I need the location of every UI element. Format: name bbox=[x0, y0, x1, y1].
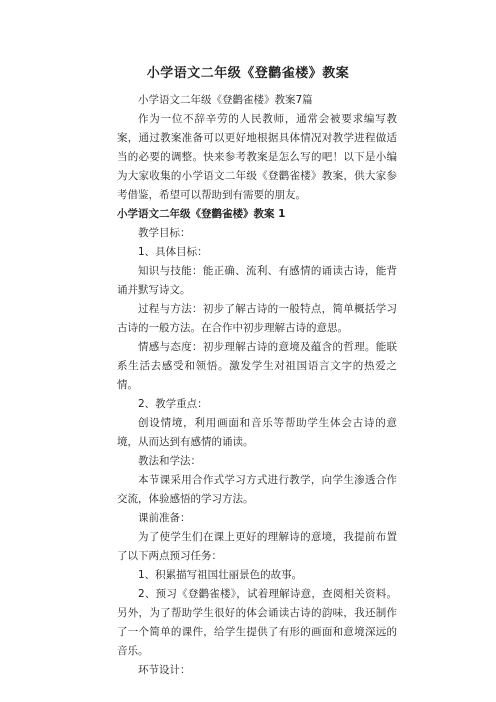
body-paragraph: 小学语文二年级《登鹳雀楼》教案7篇 bbox=[138, 94, 313, 106]
body-paragraph: 本节课采用合作式学习方式进行教学，向学生渗透合作交流，体验感悟的学习方法。 bbox=[117, 474, 397, 505]
document-body bbox=[117, 91, 397, 680]
body-paragraph: 作为一位不辞辛劳的人民教师，通常会被要求编写教案，通过教案准备可以更好地根据具体情况对教学进程做适当的必要的调整。快来参考教案是怎么写的吧！以下是小编为大家收集的小学语文二年级《登鹳雀楼》教案，供大家参考借鉴，希望可以帮助到有需要的朋友。 bbox=[117, 113, 397, 201]
body-paragraph: 1、积累描写祖国壮丽景色的故事。 bbox=[138, 569, 303, 581]
body-paragraph: 1、具体目标： bbox=[138, 246, 208, 258]
body-paragraph: 2、预习《登鹳雀楼》，试着理解诗意，查阅相关资料。另外，为了帮助学生很好的体会诵读古诗的韵味，我还制作了一个简单的课件，给学生提供了有形的画面和意境深远的音乐。 bbox=[117, 588, 397, 657]
document-title: 小学语文二年级《登鹳雀楼》教案 bbox=[146, 66, 350, 81]
body-paragraph: 课前准备： bbox=[138, 512, 191, 524]
body-paragraph: 创设情境，利用画面和音乐等帮助学生体会古诗的意境，从而达到有感情的诵读。 bbox=[117, 417, 397, 448]
body-paragraph: 过程与方法：初步了解古诗的一般特点，简单概括学习古诗的一般方法。在合作中初步理解古诗的意思。 bbox=[117, 303, 397, 334]
body-paragraph: 知识与技能：能正确、流利、有感情的诵读古诗，能背诵并默写诗文。 bbox=[117, 265, 397, 296]
body-paragraph: 教法和学法： bbox=[138, 455, 201, 467]
body-paragraph: 2、教学重点： bbox=[138, 398, 208, 410]
body-paragraph: 情感与态度：初步理解古诗的意境及蕴含的哲理。能联系生活去感受和领悟。激发学生对祖国语言文字的热爱之情。 bbox=[117, 341, 397, 391]
section-heading: 小学语文二年级《登鹳雀楼》教案 1 bbox=[117, 208, 286, 220]
body-paragraph: 为了使学生们在课上更好的理解诗的意境，我提前布置了以下两点预习任务： bbox=[117, 531, 397, 562]
body-paragraph: 教学目标： bbox=[138, 227, 191, 239]
body-paragraph: 环节设计： bbox=[138, 664, 191, 676]
